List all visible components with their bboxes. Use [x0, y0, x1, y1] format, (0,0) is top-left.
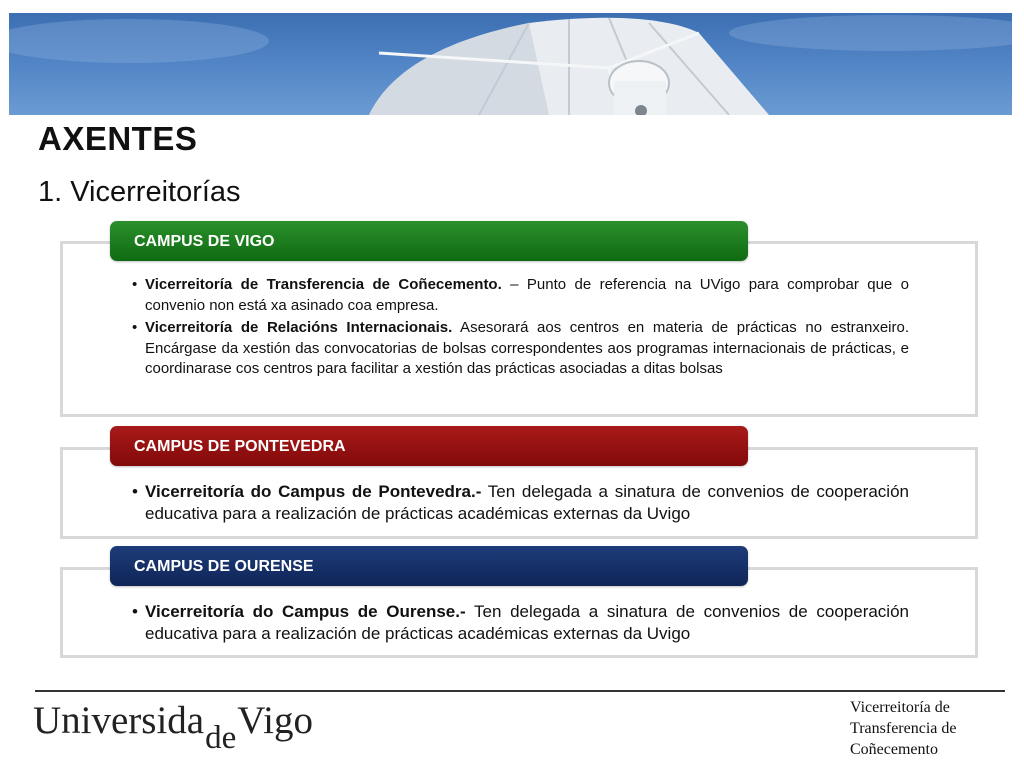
- list-item: [132, 481, 909, 525]
- item-text: – Punto de referencia na UVigo para comprobar que o convenio non está xa asinado coa empresa.: [145, 276, 909, 314]
- item-title: Vicerreitoría de Relacións Internacionais.: [145, 319, 453, 336]
- department-label: [850, 697, 956, 760]
- footer-divider-right: [500, 690, 1005, 692]
- campus-pontevedra-tag: CAMPUS DE PONTEVEDRA: [110, 426, 748, 466]
- dept-line-1: Vicerreitoría de: [850, 699, 950, 716]
- university-logo: [33, 698, 313, 756]
- logo-text-2: de: [205, 720, 237, 756]
- item-text: Ten delegada a sinatura de convenios de cooperación educativa para a realización de prácticas académicas externas da Uvigo: [145, 482, 909, 523]
- slide-title: AXENTES: [38, 120, 198, 157]
- list-item: [132, 318, 909, 380]
- list-item: [132, 275, 909, 316]
- item-title: Vicerreitoría do Campus de Pontevedra.-: [145, 482, 482, 501]
- list-item: [132, 601, 909, 645]
- footer-divider-left: [35, 690, 500, 692]
- item-text: Ten delegada a sinatura de convenios de cooperación educativa para a realización de prácticas académicas externas da Uvigo: [145, 602, 909, 643]
- campus-ourense-tag: CAMPUS DE OURENSE: [110, 546, 748, 586]
- logo-text-1: Universida: [33, 699, 205, 742]
- campus-vigo-tag: CAMPUS DE VIGO: [110, 221, 748, 261]
- dept-line-3: Coñecemento: [850, 741, 938, 758]
- campus-ourense-list: [132, 601, 909, 645]
- slide-subtitle: 1. Vicerreitorías: [38, 176, 241, 208]
- item-title: Vicerreitoría do Campus de Ourense.-: [145, 602, 466, 621]
- dept-line-2: Transferencia de: [850, 720, 957, 737]
- satellite-dish-icon: [9, 13, 1012, 115]
- item-text: Asesorará aos centros en materia de prácticas no estranxeiro. Encárgase da xestión das convocatorias de bolsas correspondentes aos programas internacionais de prácticas, e coordinarase cos centros para facilitar a xestión das prácticas asociadas a ditas bolsas: [145, 319, 909, 377]
- header-banner-image: [9, 13, 1012, 115]
- campus-vigo-list: [132, 275, 909, 382]
- logo-text-3: Vigo: [237, 699, 313, 742]
- item-title: Vicerreitoría de Transferencia de Coñecemento.: [145, 276, 502, 293]
- campus-pontevedra-list: [132, 481, 909, 525]
